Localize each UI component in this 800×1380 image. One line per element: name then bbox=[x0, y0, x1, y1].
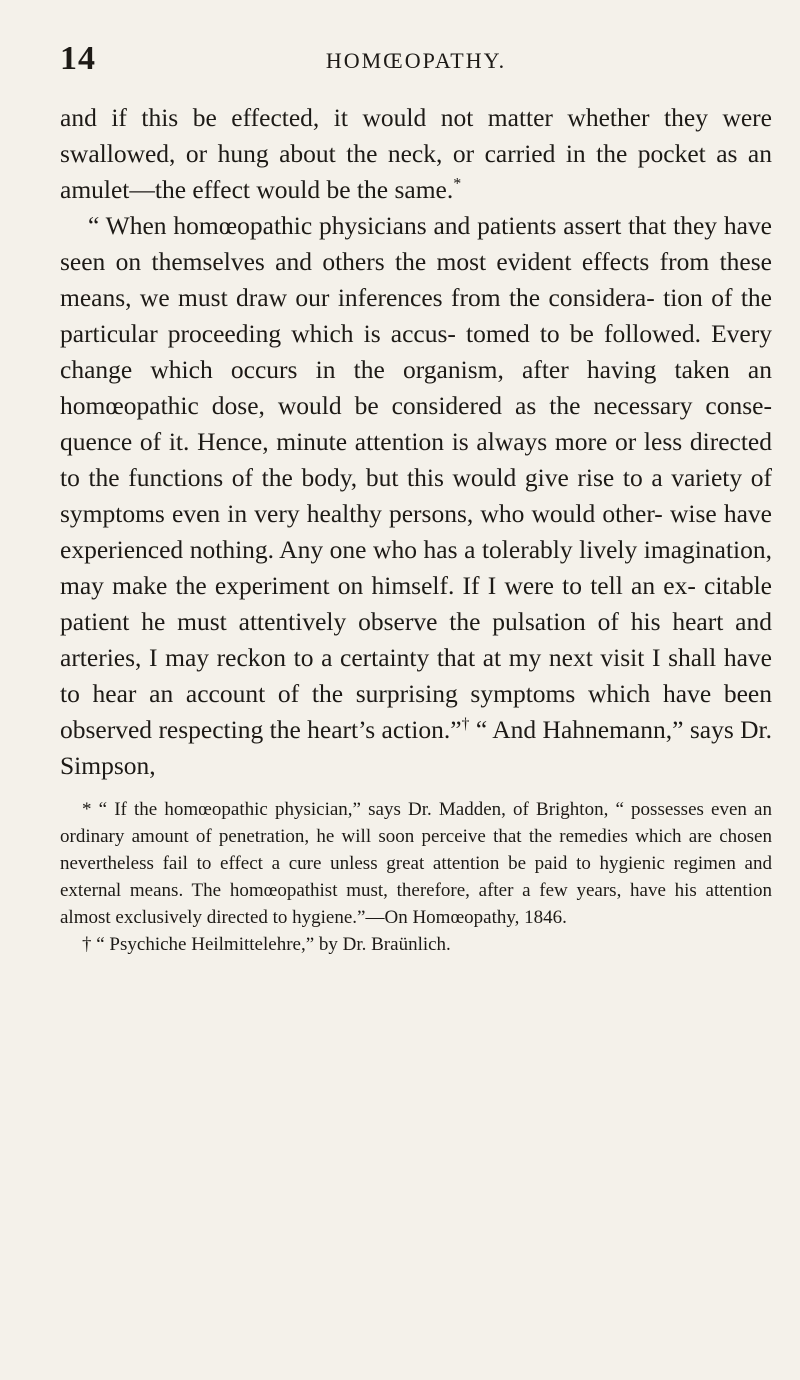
footnote-1: * “ If the homœopathic physician,” says Dr. Madden, of Brighton, “ possesses even an ordinary amount of penetration, he will soon perceive that the remedies which are chosen nevertheless fail to effect a cure unless great attention be paid to hygienic regimen and external means. The homœopathist must, therefore, after a few years, have his attention almost exclusively directed to hygiene.”—On Homœopathy, 1846. bbox=[60, 799, 772, 928]
footnote-mark-2: † bbox=[461, 715, 470, 733]
paragraph-2-text: “ When homœopathic physicians and patients assert that they have seen on themselves and others the most evident effects from these means, we must draw our inferences from the considera- tion of the particular proceeding which is accus- tomed to be followed. Every change which occurs in the organism, after having taken an homœopathic dose, would be considered as the necessary conse- quence of it. Hence, minute attention is always more or less directed to the functions of the body, but this would give rise to a variety of symptoms even in very healthy persons, who would other- wise have experienced nothing. Any one who has a tolerably lively imagination, may make the experiment on himself. If I were to tell an ex- citable patient he must attentively observe the pulsation of his heart and arteries, I may reckon to a certainty that at my next visit I shall have to hear an account of the surprising symptoms which have been observed respecting the heart’s action.” bbox=[60, 211, 772, 744]
paragraph-1-text: and if this be effected, it would not matter whether they were swallowed, or hung about the neck, or carried in the pocket as an amulet—the effect would be the same. bbox=[60, 103, 772, 204]
paragraph-2-tail: “ And Hahnemann,” says Dr. Simpson, bbox=[60, 715, 773, 780]
paragraph-2 bbox=[60, 208, 772, 784]
running-title: HOMŒOPATHY. bbox=[325, 48, 507, 73]
paragraph-1 bbox=[60, 100, 772, 208]
book-page bbox=[60, 40, 772, 958]
body-text bbox=[60, 100, 772, 784]
footnote-mark-1: * bbox=[453, 175, 462, 193]
footnote-2: † “ Psychiche Heilmittelehre,” by Dr. Braünlich. bbox=[82, 934, 451, 955]
page-number: 14 bbox=[60, 40, 96, 77]
footnotes bbox=[60, 796, 772, 958]
running-head bbox=[60, 40, 772, 92]
